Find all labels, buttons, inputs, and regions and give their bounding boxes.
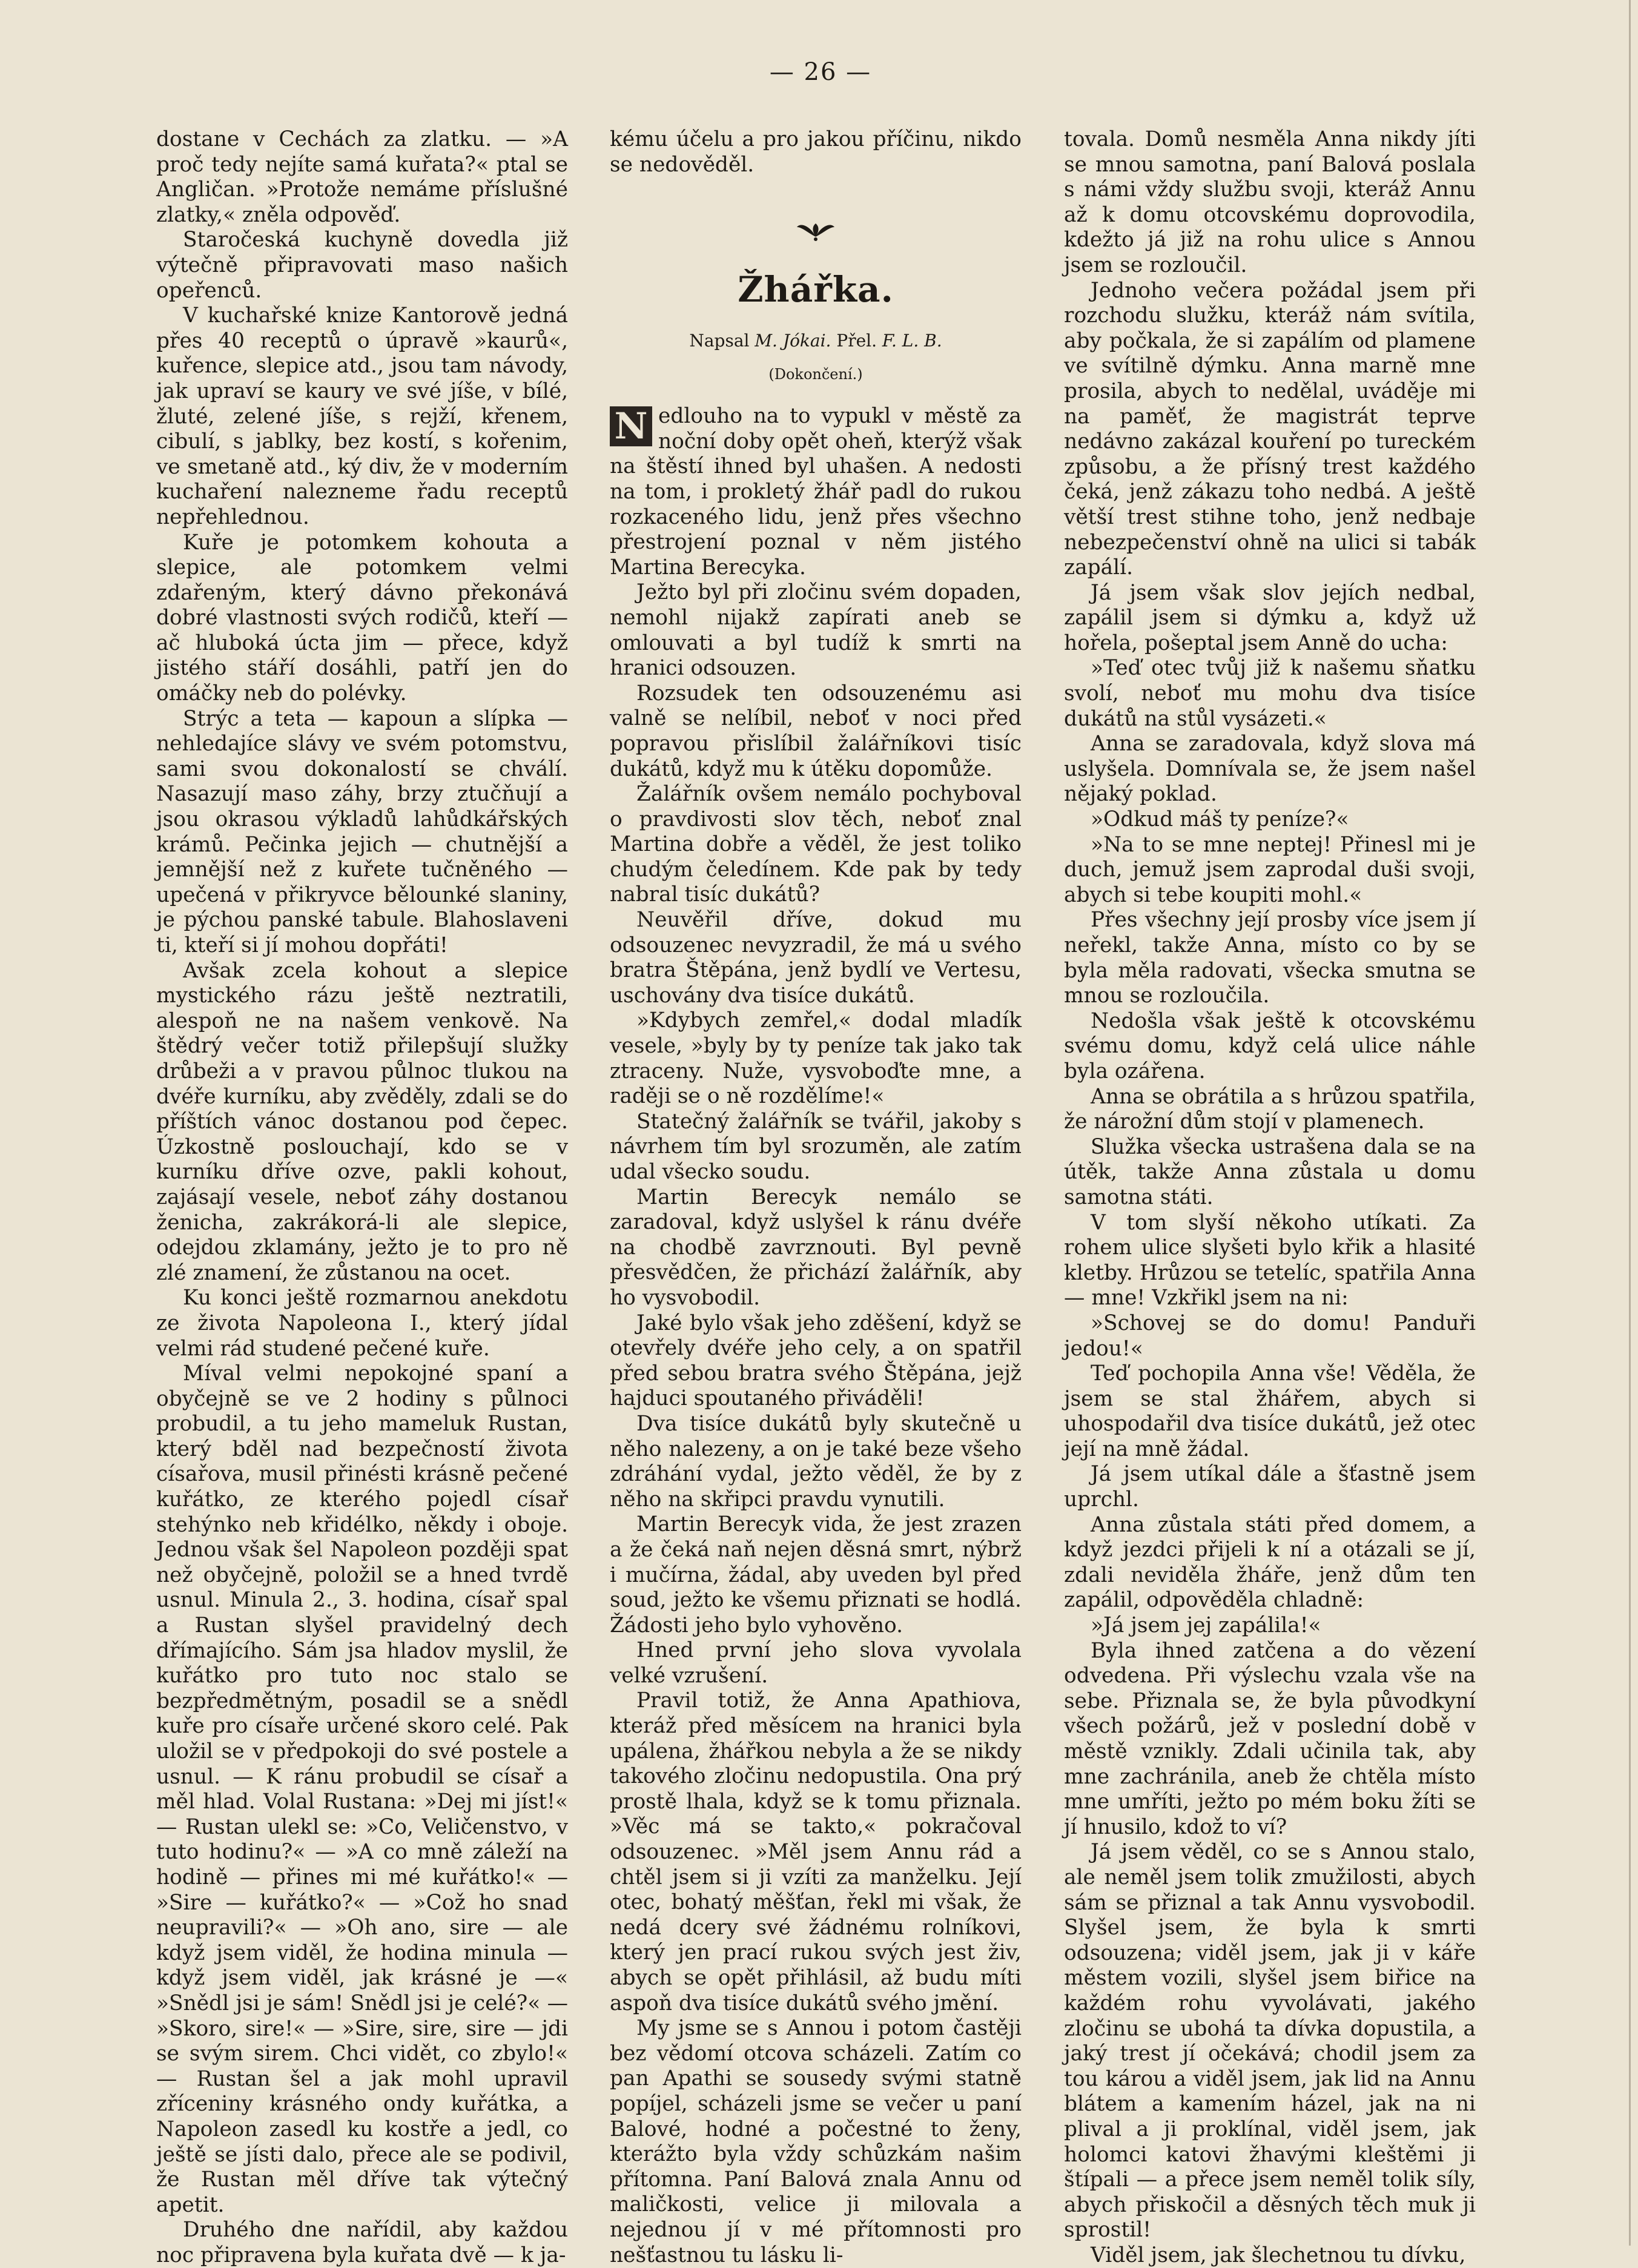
paragraph: [610, 404, 1022, 580]
story-title: Žhářka.: [738, 269, 894, 311]
paragraph: Jaké bylo však jeho zděšení, když se otevřely dvéře jeho cely, a on spatřil před sebou bratra svého Štěpána, jejž hajduci spoutaného přiváděli!: [610, 1311, 1022, 1411]
paragraph: Služka všecka ustrašena dala se na útěk, takže Anna zůstala u domu samotna státi.: [1064, 1134, 1476, 1209]
paragraph: Ježto byl při zločinu svém dopaden, nemohl nijakž zapírati aneb se omlouvati a byl tudíž k smrti na hranici odsouzen.: [610, 580, 1022, 681]
column-middle: [610, 127, 1022, 2268]
paragraph: »Kdybych zemřel,« dodal mladík vesele, »byly by ty peníze tak jako tak ztraceny. Nuže, vysvoboďte mne, a raději se o ně rozdělíme!«: [610, 1008, 1022, 1109]
paragraph: Druhého dne nařídil, aby každou noc připravena byla kuřata dvě — k ja-: [156, 2218, 568, 2267]
author-name: M. Jókai.: [755, 331, 831, 351]
paragraph: Strýc a teta — kapoun a slípka — nehledajíce slávy ve svém potomstvu, sami svou dokonalostí se chválí. Nasazují maso záhy, brzy ztučňují a jsou okrasou výkladů lahůdkářských krámů. Pečinka jejich — chutnější a jemnější než z kuřete tučněného — upečená v přikryvce bělounké slaniny, je pýchou panské tabule. Blahoslaveni ti, kteří si jí mohou dopřáti!: [156, 706, 568, 957]
column-left: [156, 127, 568, 2268]
paragraph: Anna se obrátila a s hrůzou spatřila, že nárožní dům stojí v plamenech.: [1064, 1084, 1476, 1134]
paragraph: »Já jsem jej zapálila!«: [1091, 1613, 1321, 1638]
translator-name: F. L. B.: [882, 331, 942, 351]
paragraph: Statečný žalářník se tvářil, jakoby s návrhem tím byl srozuměn, ale zatím udal všecko soudu.: [610, 1109, 1022, 1184]
paragraph: Nedošla však ještě k otcovskému svému domu, když celá ulice náhle byla ozářena.: [1064, 1008, 1476, 1083]
paragraph: Avšak zcela kohout a slepice mystického rázu ještě neztratili, alespoň ne na našem venkově. Na štědrý večer totiž přilepšují služky drůbeži a v pravou půlnoc tlukou na dvéře kurníku, aby zvěděly, zdali se do příštích vánoc dostanou pod čepec. Úzkostně poslouchají, kdo se v kurníku dříve ozve, pakli kohout, zajásají vesele, neboť záhy dostanou ženicha, zakrákorá-li ale slepice, odejdou zklamány, ježto je to pro ně zlé znamení, že zůstanou na ocet.: [156, 958, 568, 1285]
paragraph: Viděl jsem, jak šlechetnou tu dívku,: [1091, 2243, 1466, 2267]
fleuron-icon: [610, 219, 1022, 243]
page-number: — 26 —: [769, 58, 872, 86]
paragraph: Přes všechny její prosby více jsem jí neřekl, takže Anna, místo co by se byla měla radovati, všecka smutna se mnou se rozloučila.: [1064, 908, 1476, 1008]
paragraph: Já jsem utíkal dále a šťastně jsem uprchl.: [1064, 1462, 1476, 1512]
paragraph: Já jsem však slov jejích nedbal, zapálil jsem si dýmku a, když už hořela, pošeptal jsem Anně do ucha:: [1064, 580, 1476, 655]
paragraph: »Teď otec tvůj již k našemu sňatku svolí, neboť mu mohu dva tisíce dukátů na stůl vysázeti.«: [1064, 656, 1476, 731]
page-edge-right: [1629, 0, 1631, 2246]
paragraph: Anna se zaradovala, když slova má uslyšela. Domnívala se, že jsem našel nějaký poklad.: [1064, 732, 1476, 807]
paragraph: »Odkud máš ty peníze?«: [1091, 807, 1349, 832]
paragraph: kému účelu a pro jakou příčinu, nikdo se nedověděl.: [610, 127, 1022, 177]
paragraph: Neuvěřil dříve, dokud mu odsouzenec nevyzradil, že má u svého bratra Štěpána, jenž bydlí ve Vertesu, uschovány dva tisíce dukátů.: [610, 908, 1022, 1008]
paragraph: Byla ihned zatčena a do vězení odvedena. Při výslechu vzala vše na sebe. Přiznala se, že byla původkyní všech požárů, jež v poslední době v městě vznikly. Zdali učinila tak, aby mne zachránila, aneb že chtěla místo mne umříti, ježto po mém boku žíti se jí hnusilo, kdož to ví?: [1064, 1638, 1476, 1839]
paragraph: My jsme se s Annou i potom častěji bez vědomí otcova scházeli. Zatím co pan Apathi se sousedy svými statně popíjel, scházeli jsme se večer u paní Balové, hodné a počestné to ženy, kterážto byla vždy schůzkám našim přítomna. Paní Balová znala Annu od maličkosti, velice ji milovala a nejednou jí v mé přítomnosti pro nešťastnou tu lásku li-: [610, 2016, 1022, 2267]
column-right: [1064, 127, 1476, 2268]
paragraph: Martin Berecyk vida, že jest zrazen a že čeká naň nejen děsná smrt, nýbrž i mučírna, žádal, aby uveden byl před soud, ježto ke všemu přiznati se hodlá. Žádosti jeho bylo vyhověno.: [610, 1512, 1022, 1638]
paragraph: Jednoho večera požádal jsem při rozchodu služku, kteráž nám svítila, aby počkala, že si zapálím od plamene ve svítilně dýmku. Anna marně mne prosila, abych to nedělal, uváděje mi na paměť, že magistrát teprve nedávno zakázal kouření po tureckém způsobu, a že přísný trest každého čeká, jenž zákazu toho nedbá. A ještě větší trest stihne toho, jenž nedbaje nebezpečenství ohně na ulici si tabák zapálí.: [1064, 278, 1476, 580]
paragraph: Rozsudek ten odsouzenému asi valně se nelíbil, neboť v noci před popravou přislíbil žalářníkovi tisíc dukátů, když mu k útěku dopomůže.: [610, 681, 1022, 781]
paragraph: Hned první jeho slova vyvolala velké vzrušení.: [610, 1638, 1022, 1688]
paragraph: Ku konci ještě rozmarnou anekdotu ze života Napoleona I., který jídal velmi rád studené pečené kuře.: [156, 1286, 568, 1361]
paragraph: Kuře je potomkem kohouta a slepice, ale potomkem velmi zdařeným, který dávno překonává dobré vlastnosti svých rodičů, kteří — ač hluboká úcta jim — přece, když jistého stáří dosáhli, patří jen do omáčky neb do polévky.: [156, 530, 568, 706]
paragraph-text: edlouho na to vypukl v městě za noční doby opět oheň, kterýž však na štěstí ihned byl uhašen. A nedosti na tom, i prokletý žhář padl do rukou rozkaceného lidu, jenž přes všechno přestrojení poznal v něm jistého Martina Berecyka.: [610, 404, 1022, 580]
paragraph: »Schovej se do domu! Panduři jedou!«: [1064, 1311, 1476, 1361]
paragraph: V tom slyší někoho utíkati. Za rohem ulice slyšeti bylo křik a hlasité kletby. Hrůzou se tetelíc, spatřila Anna — mne! Vzkřikl jsem na ni:: [1064, 1210, 1476, 1311]
paragraph: Já jsem věděl, co se s Annou stalo, ale neměl jsem tolik zmužilosti, abych sám se přiznal a tak Annu vysvobodil. Slyšel jsem, že byla k smrti odsouzena; viděl jsem, jak ji v káře městem vozili, slyšel jsem biřice na každém rohu vyvolávati, jakého zločinu se ubohá ta dívka dopustila, a jaký trest jí očekává; chodil jsem za tou károu a viděl jsem, jak lid na Annu blátem a kamením házel, jak na ni plival a ji proklínal, viděl jsem, jak holomci katovi žhavými kleštěmi ji štípali — a přece jsem neměl tolik síly, abych přiskočil a děsných těch muk ji sprostil!: [1064, 1840, 1476, 2243]
paragraph: Staročeská kuchyně dovedla již výtečně připravovati maso našich opeřenců.: [156, 228, 568, 303]
paragraph: »Na to se mne neptej! Přinesl mi je duch, jemuž jsem zaprodal duši svoji, abych si tebe koupiti mohl.«: [1064, 832, 1476, 907]
paragraph: tovala. Domů nesměla Anna nikdy jíti se mnou samotna, paní Balová poslala s námi vždy službu svoji, kteráž Annu až k domu otcovskému doprovodila, kdežto já již na rohu ulice s Annou jsem se rozloučil.: [1064, 127, 1476, 277]
story-byline: [610, 330, 1022, 352]
translator-prefix: Přel.: [836, 331, 877, 351]
paragraph: Teď pochopila Anna vše! Věděla, že jsem se stal žhářem, abych si uhospodařil dva tisíce dukátů, jež otec její na mně žádal.: [1064, 1361, 1476, 1461]
drop-cap: N: [610, 406, 652, 446]
continuation-note: (Dokončení.): [768, 366, 863, 383]
paragraph: V kuchařské knize Kantorově jedná přes 40 receptů o úpravě »kaurů«, kuřence, slepice atd., jsou tam návody, jak upraví se kaury ve své jíše, v bílé, žluté, zelené jíše, s rejží, křenem, cibulí, s jablky, bez kostí, s kořenim, ve smetaně atd., ký div, že v moderním kuchaření nalezneme řadu receptů nepřehlednou.: [156, 303, 568, 529]
paragraph: Míval velmi nepokojné spaní a obyčejně se ve 2 hodiny s půlnoci probudil, a tu jeho mameluk Rustan, který bděl nad bezpečností života císařova, musil přinésti krásně pečené kuřátko, ze kterého pojedl císař stehýnko neb křidélko, někdy i oboje. Jednou však šel Napoleon později spat než obyčejně, položil se a hned tvrdě usnul. Minula 2., 3. hodina, císař spal a Rustan slyšel pravidelný dech dřímajícího. Sám jsa hladov myslil, že kuřátko pro tuto noc stalo se bezpředmětným, posadil se a snědl kuře pro císaře určené skoro celé. Pak uložil se v předpokoji do své postele a usnul. — K ránu probudil se císař a měl hlad. Volal Rustana: »Dej mi jíst!« — Rustan ulekl se: »Co, Veličenstvo, v tuto hodinu?« — »A co mně záleží na hodině — přines mi mé kuřátko!« — »Sire — kuřátko?« — »Což ho snad neupravili?« — »Oh ano, sire — ale když jsem viděl, že hodina minula — když jsem viděl, jak krásné je —« »Snědl jsi je sám! Snědl jsi je celé?« — »Skoro, sire!« — »Sire, sire, sire — jdi se svým sirem. Chci vidět, co zbylo!« — Rustan šel a jak mohl upravil zříceniny krásného ondy kuřátka, a Napoleon zasedl ku kostře a jedl, co ještě se jísti dalo, přece ale se podivil, že Rustan měl dříve tak výtečný apetit.: [156, 1361, 568, 2217]
paragraph: Anna zůstala státi před domem, a když jezdci přijeli k ní a otázali se jí, zdali neviděla žháře, jenž dům ten zapálil, odpověděla chladně:: [1064, 1512, 1476, 1613]
paragraph: dostane v Cechách za zlatku. — »A proč tedy nejíte samá kuřata?« ptal se Angličan. »Protože nemáme příslušné zlatky,« zněla odpověď.: [156, 127, 568, 227]
paragraph: Pravil totiž, že Anna Apathiova, kteráž před měsícem na hranici byla upálena, žhářkou nebyla a že se nikdy takového zločinu nedopustila. Ona prý prostě lhala, když se k tomu přiznala. »Věc má se takto,« pokračoval odsouzenec. »Měl jsem Annu rád a chtěl jsem si ji vzíti za manželku. Její otec, bohatý měšťan, řekl mi však, že nedá dcery své žádnému rolníkovi, který jen prací rukou svých jest živ, abych se opět přihlásil, až budu míti aspoň dva tisíce dukátů svého jmění.: [610, 1688, 1022, 2015]
paragraph: Martin Berecyk nemálo se zaradoval, když uslyšel k ránu dvéře na chodbě zavrznouti. Byl pevně přesvědčen, že přichází žalářník, aby ho vysvobodil.: [610, 1185, 1022, 1310]
paragraph: Žalářník ovšem nemálo pochyboval o pravdivosti slov těch, neboť znal Martina dobře a věděl, že jest toliko chudým čeledínem. Kde pak by tedy nabral tisíc dukátů?: [610, 782, 1022, 907]
byline-prefix: Napsal: [689, 331, 750, 351]
paragraph: Dva tisíce dukátů byly skutečně u něho nalezeny, a on je také beze všeho zdráhání vydal, ježto věděl, že by z něho na skřipci pravdu vynutili.: [610, 1411, 1022, 1512]
